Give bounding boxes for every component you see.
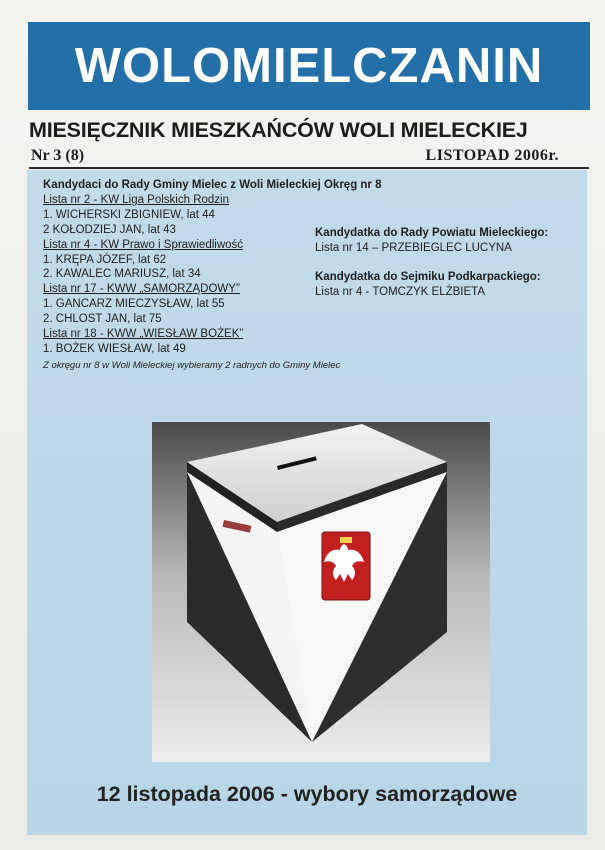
eagle-emblem: [322, 532, 370, 600]
issue-number: Nr 3 (8): [31, 147, 85, 164]
candidate: 2 KOŁODZIEJ JAN, lat 43: [43, 223, 176, 236]
election-date-headline: 12 listopada 2006 - wybory samorządowe: [96, 782, 518, 806]
list-name: Lista nr 2 - KW Liga Polskich Rodzin: [43, 193, 229, 206]
regional-block: [315, 270, 580, 300]
ballot-box-photo: [152, 422, 490, 762]
candidate: 1. BOŻEK WIESŁAW, lat 49: [43, 342, 186, 355]
candidate: 2. KAWALEC MARIUSZ, lat 34: [43, 268, 201, 281]
issue-date: LISTOPAD 2006r.: [425, 147, 559, 164]
county-candidate: Lista nr 14 – PRZEBIEGLEC LUCYNA: [315, 242, 512, 254]
candidate: 1. GANCARZ MIECZYSŁAW, lat 55: [43, 298, 225, 311]
candidate: 1. KRĘPA JÓZEF, lat 62: [43, 253, 167, 266]
regional-heading: Kandydatka do Sejmiku Podkarpackiego:: [315, 271, 541, 283]
masthead: [28, 22, 590, 110]
candidate: 1. WICHERSKI ZBIGNIEW, lat 44: [43, 208, 215, 221]
list-name: Lista nr 4 - KW Prawo i Sprawiedliwość: [43, 238, 244, 251]
regional-candidate: Lista nr 4 - TOMCZYK ELŻBIETA: [315, 286, 485, 298]
list-name: Lista nr 18 - KWW „WIESŁAW BOŻEK”: [43, 328, 244, 341]
list-name: Lista nr 17 - KWW „SAMORZĄDOWY”: [43, 283, 240, 296]
council-heading: Kandydaci do Rady Gminy Mielec z Woli Mieleckiej Okręg nr 8: [43, 179, 382, 191]
masthead-title: WOLOMIELCZANIN: [74, 39, 544, 93]
issue-line: [29, 147, 589, 169]
county-block: [315, 226, 580, 256]
ballot-box-image: [152, 422, 490, 762]
county-heading: Kandydatka do Rady Powiatu Mieleckiego:: [315, 227, 549, 239]
candidate: 2. CHLOST JAN, lat 75: [43, 313, 162, 326]
district-note: Z okręgu nr 8 w Woli Mieleckiej wybieramy 2 radnych do Gminy Mielec: [43, 359, 341, 371]
subtitle: MIESIĘCZNIK MIESZKAŃCÓW WOLI MIELECKIEJ: [29, 118, 528, 142]
content-panel: [27, 170, 587, 835]
other-candidates: [315, 226, 580, 314]
